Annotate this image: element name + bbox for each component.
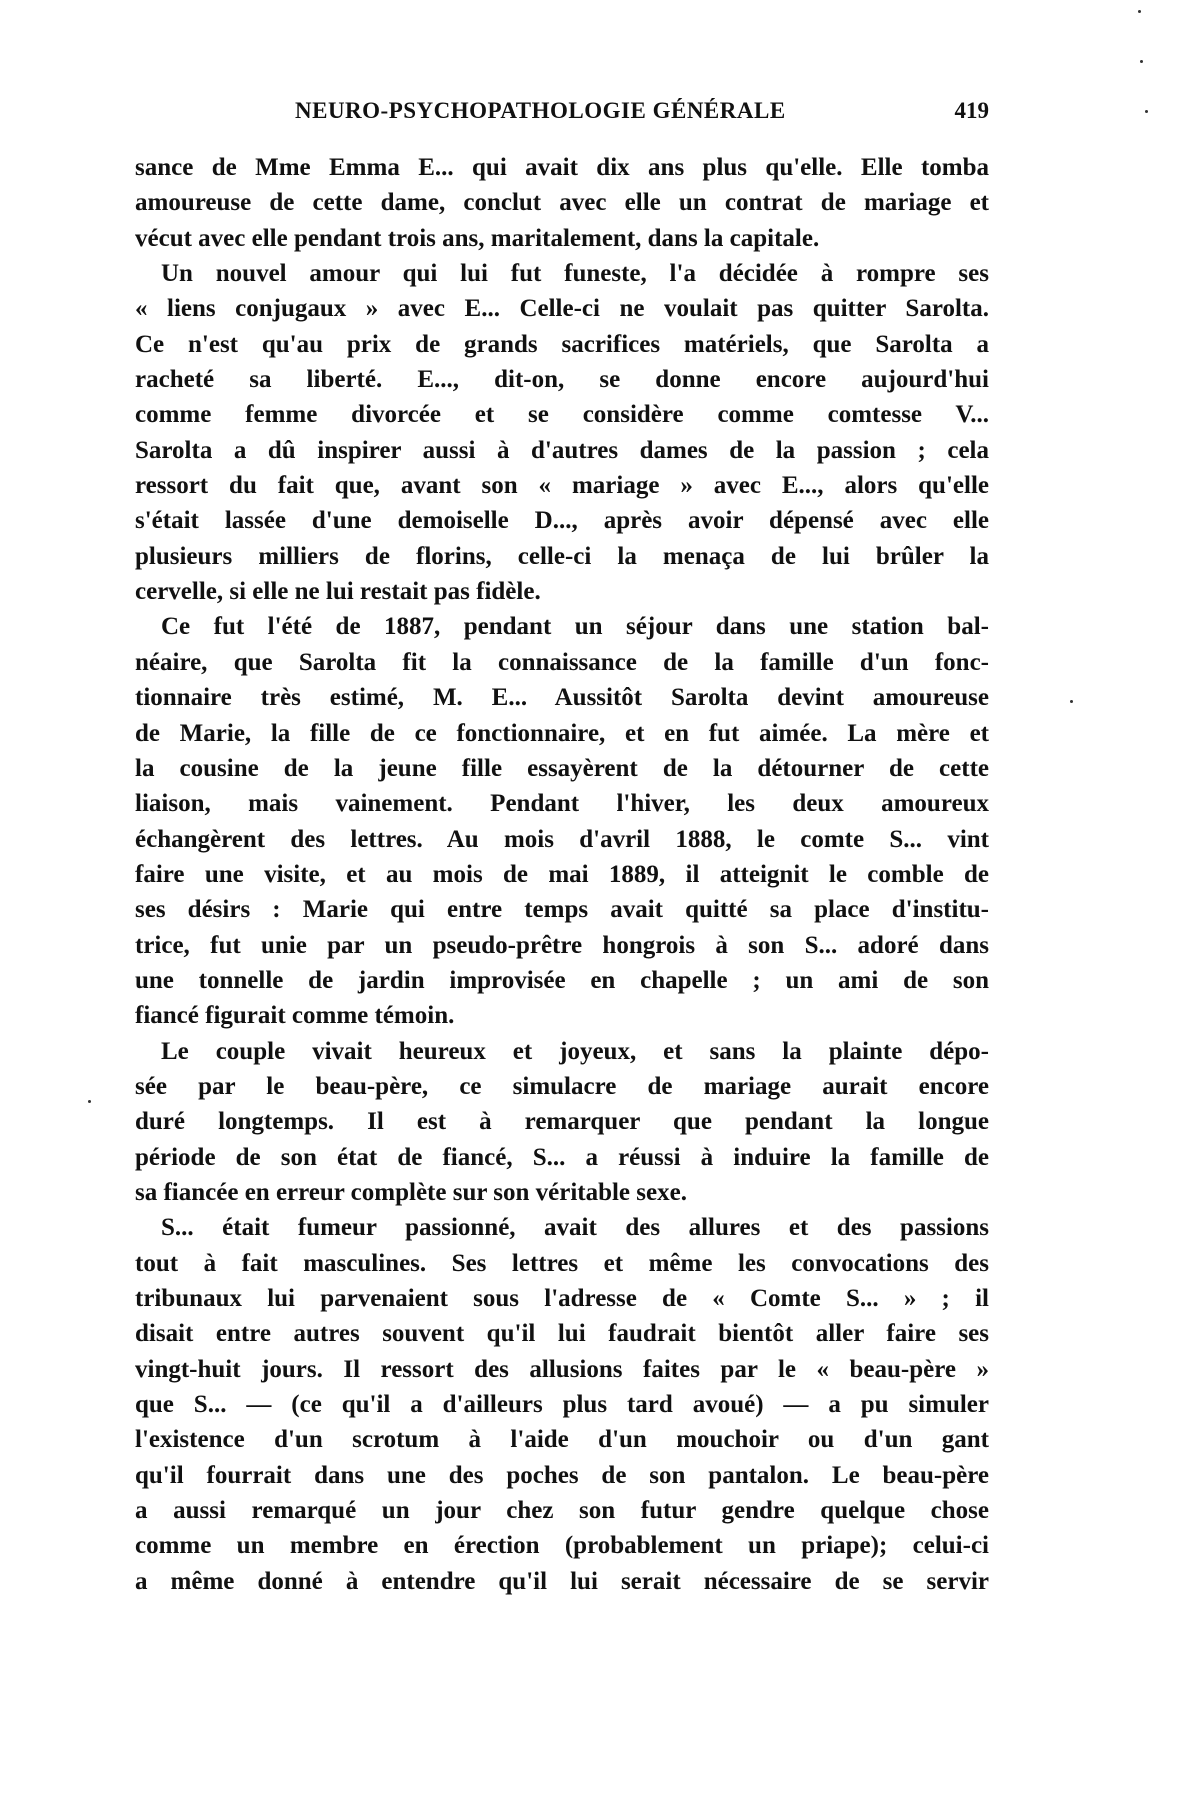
- scan-speck: [1070, 700, 1073, 703]
- text-line: racheté sa liberté. E..., dit-on, se donne encore aujourd'hui: [135, 366, 989, 394]
- text-line: comme femme divorcée et se considère comme comtesse V...: [135, 401, 989, 429]
- text-line: ses désirs : Marie qui entre temps avait quitté sa place d'institu-: [135, 896, 989, 924]
- text-line: néaire, que Sarolta fit la connaissance de la famille d'un fonc-: [135, 648, 989, 676]
- page-number: 419: [954, 98, 989, 123]
- text-line: trice, fut unie par un pseudo-prêtre hongrois à son S... adoré dans: [135, 931, 989, 959]
- text-line: qu'il fourrait dans une des poches de son pantalon. Le beau-père: [135, 1461, 989, 1489]
- text-line: S... était fumeur passionné, avait des allures et des passions: [161, 1214, 989, 1242]
- page-body: [135, 150, 989, 1599]
- text-line: « liens conjugaux » avec E... Celle-ci ne voulait pas quitter Sarolta.: [135, 295, 989, 323]
- text-line: faire une visite, et au mois de mai 1889, il atteignit le comble de: [135, 860, 989, 888]
- text-line: comme un membre en érection (probablement un priape); celui-ci: [135, 1532, 989, 1560]
- text-line: période de son état de fiancé, S... a réussi à induire la famille de: [135, 1143, 989, 1171]
- text-line: ressort du fait que, avant son « mariage » avec E..., alors qu'elle: [135, 472, 989, 500]
- text-line: sa fiancée en erreur complète sur son véritable sexe.: [135, 1178, 687, 1206]
- text-line: l'existence d'un scrotum à l'aide d'un mouchoir ou d'un gant: [135, 1426, 989, 1454]
- paragraph: [135, 609, 989, 1033]
- running-title: NEURO-PSYCHOPATHOLOGIE GÉNÉRALE: [295, 98, 786, 123]
- paragraph: [135, 256, 989, 609]
- text-line: plusieurs milliers de florins, celle-ci la menaça de lui brûler la: [135, 542, 989, 570]
- text-line: amoureuse de cette dame, conclut avec elle un contrat de mariage et: [135, 189, 989, 217]
- page-header: [135, 98, 989, 132]
- text-line: Ce n'est qu'au prix de grands sacrifices matériels, que Sarolta a: [135, 330, 989, 358]
- text-line: duré longtemps. Il est à remarquer que pendant la longue: [135, 1108, 989, 1136]
- text-line: vingt-huit jours. Il ressort des allusions faites par le « beau-père »: [135, 1355, 989, 1383]
- text-line: Le couple vivait heureux et joyeux, et sans la plainte dépo-: [161, 1037, 989, 1065]
- text-line: sance de Mme Emma E... qui avait dix ans plus qu'elle. Elle tomba: [135, 154, 989, 181]
- text-line: tribunaux lui parvenaient sous l'adresse de « Comte S... » ; il: [135, 1285, 989, 1312]
- text-line: échangèrent des lettres. Au mois d'avril 1888, le comte S... vint: [135, 825, 989, 853]
- paragraph: [135, 150, 989, 256]
- text-line: Un nouvel amour qui lui fut funeste, l'a décidée à rompre ses: [161, 260, 989, 288]
- scan-speck: [1140, 60, 1143, 63]
- text-line: de Marie, la fille de ce fonctionnaire, et en fut aimée. La mère et: [135, 719, 989, 747]
- paragraph: [135, 1034, 989, 1211]
- scan-speck: [1145, 110, 1148, 113]
- text-line: la cousine de la jeune fille essayèrent de la détourner de cette: [135, 754, 989, 782]
- text-line: cervelle, si elle ne lui restait pas fidèle.: [135, 578, 541, 606]
- text-line: s'était lassée d'une demoiselle D..., après avoir dépensé avec elle: [135, 507, 989, 535]
- text-line: disait entre autres souvent qu'il lui faudrait bientôt aller faire ses: [135, 1320, 989, 1348]
- scan-speck: [88, 1100, 91, 1103]
- text-line: Ce fut l'été de 1887, pendant un séjour dans une station bal-: [161, 613, 989, 641]
- text-line: que S... — (ce qu'il a d'ailleurs plus tard avoué) — a pu simuler: [135, 1391, 989, 1419]
- text-line: a même donné à entendre qu'il lui serait nécessaire de se servir: [135, 1567, 989, 1595]
- text-line: liaison, mais vainement. Pendant l'hiver, les deux amoureux: [135, 790, 989, 818]
- text-line: fiancé figurait comme témoin.: [135, 1002, 455, 1030]
- text-line: une tonnelle de jardin improvisée en chapelle ; un ami de son: [135, 966, 989, 994]
- text-line: a aussi remarqué un jour chez son futur gendre quelque chose: [135, 1497, 989, 1525]
- text-line: tionnaire très estimé, M. E... Aussitôt Sarolta devint amoureuse: [135, 684, 989, 712]
- paragraph: [135, 1210, 989, 1599]
- text-line: sée par le beau-père, ce simulacre de mariage aurait encore: [135, 1072, 989, 1100]
- text-line: vécut avec elle pendant trois ans, maritalement, dans la capitale.: [135, 224, 820, 252]
- text-line: Sarolta a dû inspirer aussi à d'autres dames de la passion ; cela: [135, 436, 989, 464]
- text-line: tout à fait masculines. Ses lettres et même les convocations des: [135, 1249, 989, 1277]
- scan-speck: [1138, 10, 1141, 13]
